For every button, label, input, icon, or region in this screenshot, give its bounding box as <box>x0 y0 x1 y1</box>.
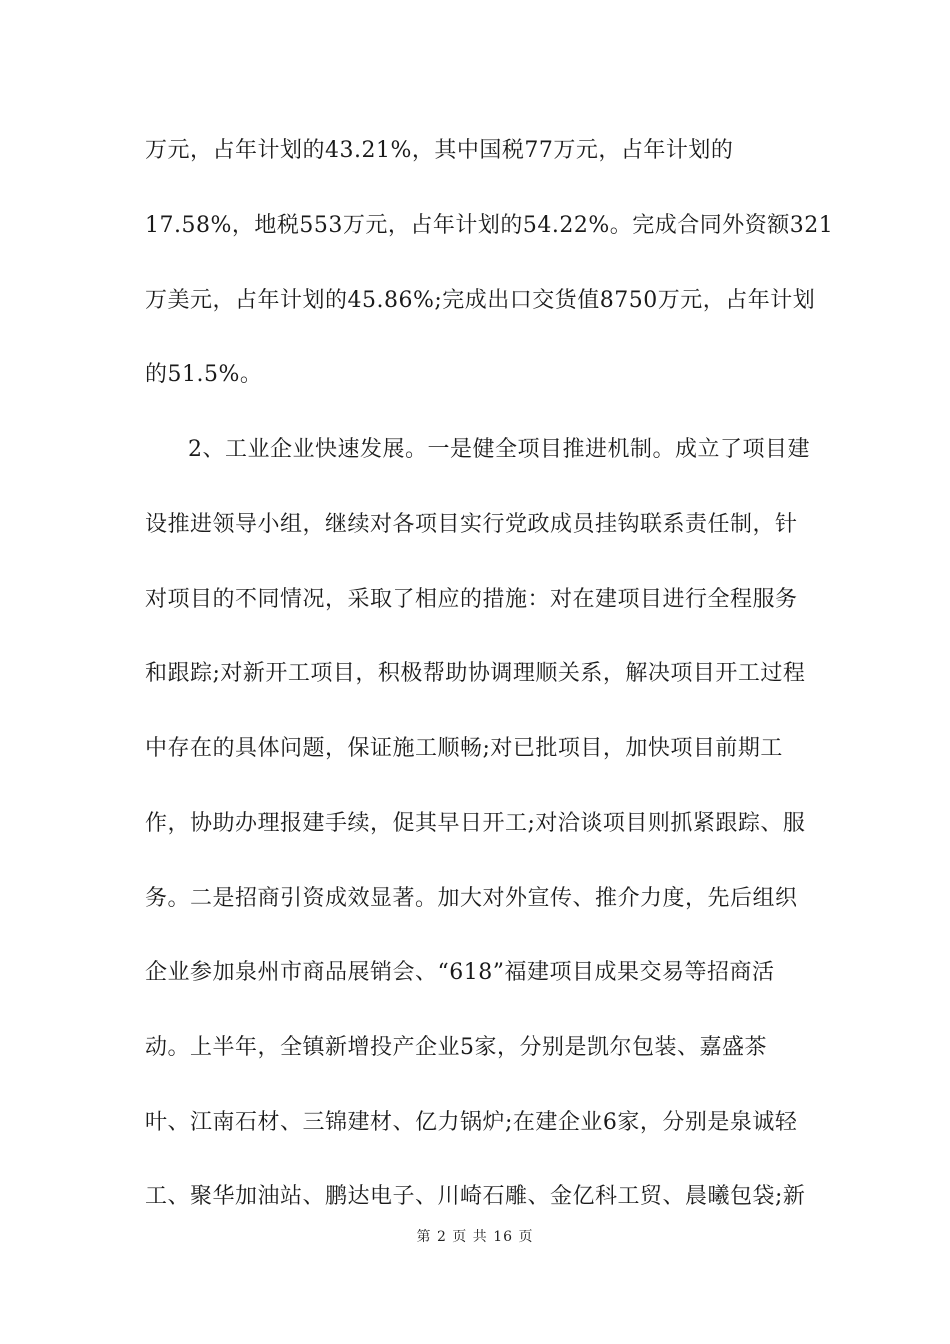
text-line: 和跟踪;对新开工项目，积极帮助协调理顺关系，解决项目开工过程 <box>145 661 806 686</box>
text-line: 叶、江南石材、三锦建材、亿力锅炉;在建企业6家，分别是泉诚轻 <box>145 1110 798 1135</box>
text-line: 中存在的具体问题，保证施工顺畅;对已批项目，加快项目前期工 <box>145 736 783 761</box>
text-line: 企业参加泉州市商品展销会、“618”福建项目成果交易等招商活 <box>145 960 775 985</box>
text-line: 17.58%，地税553万元，占年计划的54.22%。完成合同外资额321 <box>145 213 834 238</box>
page-number-footer: 第 2 页 共 16 页 <box>416 1229 534 1245</box>
text-line: 动。上半年，全镇新增投产企业5家，分别是凯尔包装、嘉盛茶 <box>145 1035 767 1060</box>
text-line: 对项目的不同情况，采取了相应的措施：对在建项目进行全程服务 <box>145 587 798 612</box>
text-line: 万元，占年计划的43.21%，其中国税77万元，占年计划的 <box>145 138 734 163</box>
text-line: 工、聚华加油站、鹏达电子、川崎石雕、金亿科工贸、晨曦包袋;新 <box>145 1184 806 1209</box>
text-line: 作，协助办理报建手续，促其早日开工;对洽谈项目则抓紧跟踪、服 <box>145 811 806 836</box>
text-line: 设推进领导小组，继续对各项目实行党政成员挂钩联系责任制，针 <box>145 512 798 537</box>
text-line: 万美元，占年计划的45.86%;完成出口交货值8750万元，占年计划 <box>145 288 816 313</box>
paragraph-start-line: 2、工业企业快速发展。一是健全项目推进机制。成立了项目建 <box>188 437 810 462</box>
text-line: 务。二是招商引资成效显著。加大对外宣传、推介力度，先后组织 <box>145 886 798 911</box>
text-line: 的51.5%。 <box>145 362 263 387</box>
